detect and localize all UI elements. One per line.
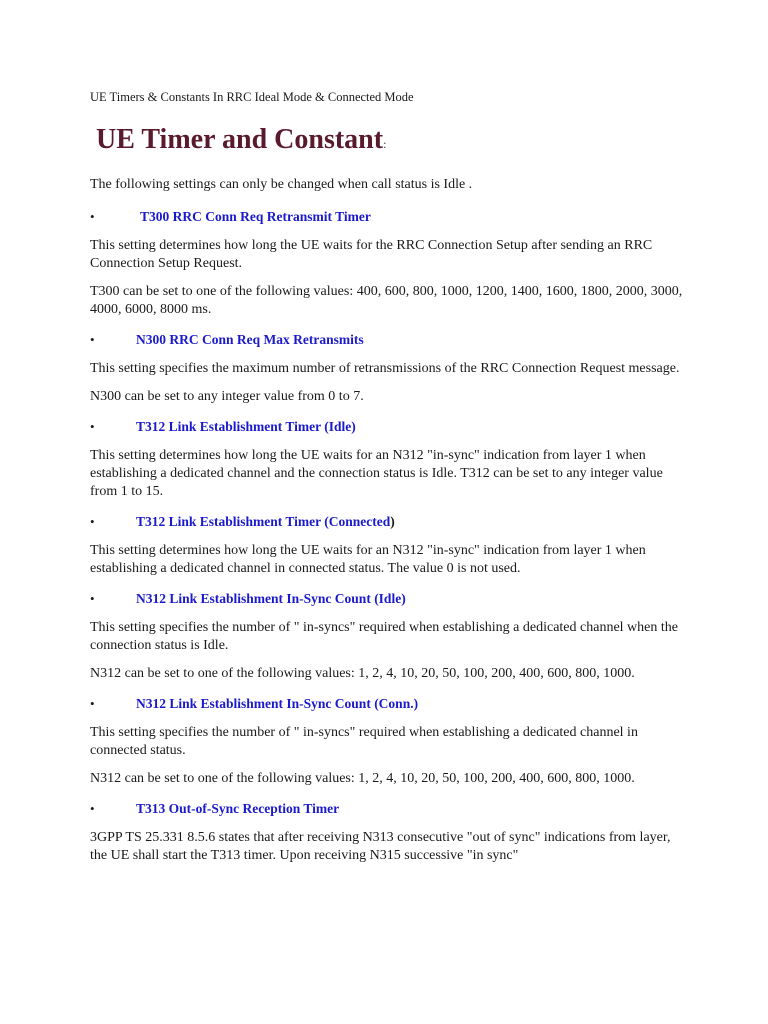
bullet-icon: • (90, 696, 95, 711)
section-heading-n300 (90, 331, 690, 349)
section-heading-label: N300 RRC Conn Req Max Retransmits (136, 332, 364, 347)
bullet-icon: • (90, 591, 95, 606)
document-page (90, 88, 690, 865)
section-heading-n312-idle (90, 590, 690, 608)
section-paragraph: N312 can be set to one of the following values: 1, 2, 4, 10, 20, 50, 100, 200, 400, 600, 800, 1000. (90, 771, 635, 786)
section-heading-t313 (90, 800, 690, 818)
section-paragraph: This setting determines how long the UE waits for an N312 "in-sync" indication from layer 1 when establishing a dedicated channel in connected status. The value 0 is not used. (90, 543, 646, 576)
section-heading-label: N312 Link Establishment In-Sync Count (Idle) (136, 591, 406, 606)
intro-paragraph: The following settings can only be changed when call status is Idle . (90, 177, 473, 192)
section-heading-t312-connected (90, 513, 690, 531)
document-title-colon: : (383, 137, 387, 151)
section-heading-label: T312 Link Establishment Timer (Idle) (136, 419, 356, 434)
section-paragraph: This setting determines how long the UE waits for an N312 "in-sync" indication from layer 1 when establishing a dedicated channel and the connection status is Idle. T312 can be set to any integer value from 1 to 15. (90, 448, 663, 499)
section-paragraph: N300 can be set to any integer value from 0 to 7. (90, 389, 364, 404)
bullet-icon: • (90, 801, 95, 816)
section-heading-n312-conn (90, 695, 690, 713)
section-paragraph: This setting specifies the number of " in-syncs" required when establishing a dedicated channel in connected status. (90, 725, 638, 758)
document-subtitle: UE Timers & Constants In RRC Ideal Mode & Connected Mode (90, 90, 414, 104)
section-heading-label: T313 Out-of-Sync Reception Timer (136, 801, 340, 816)
section-paragraph: This setting specifies the maximum number of retransmissions of the RRC Connection Request message. (90, 361, 680, 376)
section-heading-label: T300 RRC Conn Req Retransmit Timer (140, 209, 371, 224)
section-heading-text: T312 Link Establishment Timer (Connected (136, 514, 391, 529)
bullet-icon: • (90, 332, 95, 347)
section-heading-tail: ) (390, 514, 395, 529)
section-paragraph: 3GPP TS 25.331 8.5.6 states that after receiving N313 consecutive "out of sync" indications from layer, the UE shall start the T313 timer. Upon receiving N315 successive "in sync" (90, 830, 671, 863)
section-heading-t312-idle (90, 418, 690, 436)
section-paragraph: This setting determines how long the UE waits for the RRC Connection Setup after sending an RRC Connection Setup Request. (90, 238, 653, 271)
section-paragraph: This setting specifies the number of " in-syncs" required when establishing a dedicated channel when the connection status is Idle. (90, 620, 678, 653)
bullet-icon: • (90, 419, 95, 434)
bullet-icon: • (90, 514, 95, 529)
document-title-text: UE Timer and Constant (96, 124, 384, 155)
section-heading-label (136, 513, 395, 531)
section-heading-label: N312 Link Establishment In-Sync Count (Conn.) (136, 696, 419, 711)
bullet-icon: • (90, 209, 95, 224)
section-heading-t300 (90, 208, 690, 226)
section-paragraph: N312 can be set to one of the following values: 1, 2, 4, 10, 20, 50, 100, 200, 400, 600, 800, 1000. (90, 666, 635, 681)
section-paragraph: T300 can be set to one of the following values: 400, 600, 800, 1000, 1200, 1400, 1600, 1800, 2000, 3000, 4000, 6000, 8000 ms. (90, 284, 683, 317)
document-title (96, 122, 690, 162)
